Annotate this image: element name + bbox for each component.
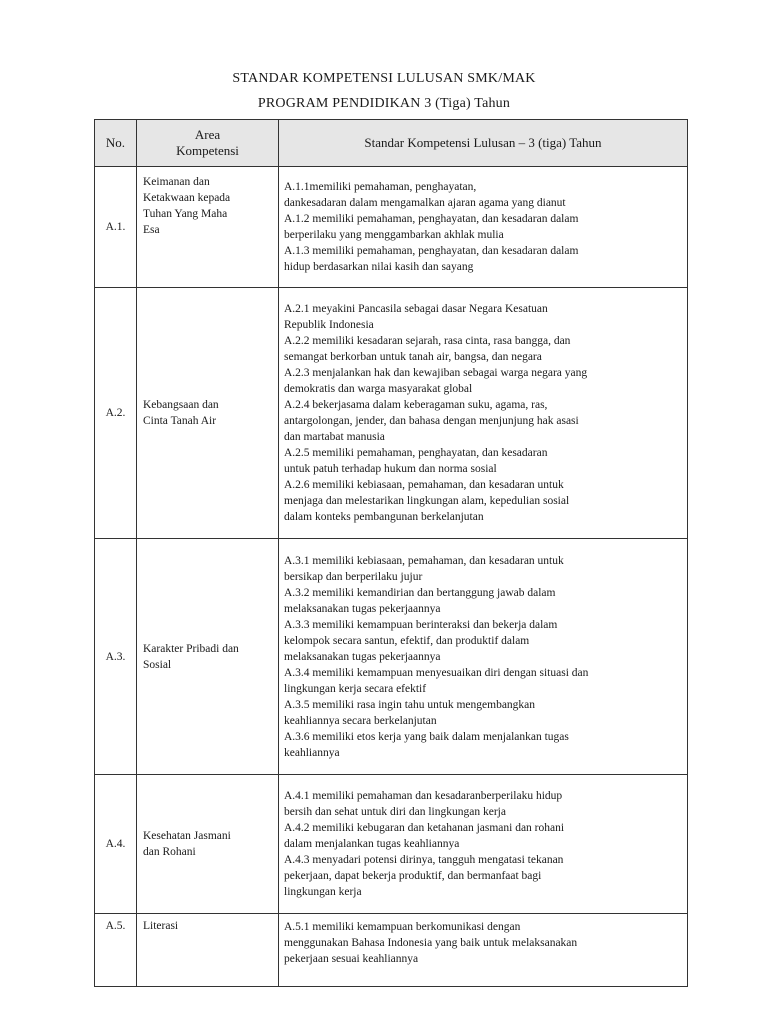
standard-line: bersikap dan berperilaku jujur bbox=[284, 570, 423, 583]
competency-standards bbox=[279, 914, 688, 987]
competency-area-line: Tuhan Yang Maha bbox=[143, 208, 228, 220]
table-row bbox=[95, 167, 688, 288]
standard-line: A.5.1 memiliki kemampuan berkomunikasi dengan bbox=[284, 921, 521, 933]
row-number: A.2. bbox=[95, 288, 137, 539]
row-number: A.3. bbox=[95, 539, 137, 775]
standard-line: dan martabat manusia bbox=[284, 431, 385, 443]
competency-area-line: Karakter Pribadi dan bbox=[143, 642, 239, 655]
competency-standards bbox=[279, 539, 688, 775]
document-title: STANDAR KOMPETENSI LULUSAN SMK/MAK bbox=[232, 71, 536, 86]
row-number: A.1. bbox=[95, 167, 137, 288]
standard-line: dalam konteks pembangunan berkelanjutan bbox=[284, 511, 484, 523]
standard-line: menggunakan Bahasa Indonesia yang baik untuk melaksanakan bbox=[284, 937, 578, 949]
standard-line: pekerjaan, dapat bekerja produktif, dan bermanfaat bagi bbox=[284, 870, 542, 882]
competency-area-line: Kebangsaan dan bbox=[143, 399, 219, 411]
competency-standards bbox=[279, 288, 688, 539]
standard-line: lingkungan kerja secara efektif bbox=[284, 682, 427, 695]
standard-line: keahliannya secara berkelanjutan bbox=[284, 714, 437, 727]
standard-line: A.3.5 memiliki rasa ingin tahu untuk mengembangkan bbox=[284, 698, 536, 711]
table-header-row bbox=[95, 120, 688, 167]
standard-line: semangat berkorban untuk tanah air, bangsa, dan negara bbox=[284, 351, 542, 363]
competency-area-line: Literasi bbox=[143, 920, 179, 932]
standard-line: A.1.3 memiliki pemahaman, penghayatan, dan kesadaran dalam bbox=[284, 245, 579, 257]
standard-line: A.2.4 bekerjasama dalam keberagaman suku, agama, ras, bbox=[284, 399, 548, 411]
standard-line: A.3.1 memiliki kebiasaan, pemahaman, dan kesadaran untuk bbox=[284, 554, 564, 567]
competency-standards bbox=[279, 775, 688, 914]
competency-area bbox=[137, 167, 279, 288]
standard-line: keahliannya bbox=[284, 746, 340, 759]
standard-line: A.4.3 menyadari potensi dirinya, tangguh mengatasi tekanan bbox=[284, 854, 564, 866]
competency-area-line: dan Rohani bbox=[143, 846, 196, 858]
standard-line: lingkungan kerja bbox=[284, 886, 362, 898]
standard-line: Republik Indonesia bbox=[284, 319, 374, 331]
competency-area-line: Ketakwaan kepada bbox=[143, 192, 231, 204]
standard-line: dalam menjalankan tugas keahliannya bbox=[284, 838, 460, 850]
header-no: No. bbox=[95, 120, 137, 167]
row-number: A.5. bbox=[95, 914, 137, 987]
standard-line: menjaga dan melestarikan lingkungan alam, kepedulian sosial bbox=[284, 495, 570, 507]
standard-line: A.4.1 memiliki pemahaman dan kesadaranberperilaku hidup bbox=[284, 790, 563, 802]
standard-line: A.1.2 memiliki pemahaman, penghayatan, dan kesadaran dalam bbox=[284, 213, 579, 225]
standard-line: A.3.3 memiliki kemampuan berinteraksi dan bekerja dalam bbox=[284, 618, 558, 631]
table-row bbox=[95, 288, 688, 539]
table-row bbox=[95, 775, 688, 914]
header-area-line2: Kompetensi bbox=[176, 143, 239, 158]
table-row bbox=[95, 539, 688, 775]
header-standard: Standar Kompetensi Lulusan – 3 (tiga) Tahun bbox=[279, 120, 688, 167]
competency-area bbox=[137, 288, 279, 539]
competency-area bbox=[137, 539, 279, 775]
standard-line: melaksanakan tugas pekerjaannya bbox=[284, 650, 441, 663]
header-area bbox=[137, 120, 279, 167]
standard-line: hidup berdasarkan nilai kasih dan sayang bbox=[284, 261, 474, 273]
standard-line: demokratis dan warga masyarakat global bbox=[284, 383, 473, 395]
competency-area-line: Esa bbox=[143, 224, 160, 236]
competency-area bbox=[137, 775, 279, 914]
standard-line: pekerjaan sesuai keahliannya bbox=[284, 953, 419, 965]
competency-area bbox=[137, 914, 279, 987]
standard-line: A.4.2 memiliki kebugaran dan ketahanan jasmani dan rohani bbox=[284, 822, 565, 834]
standard-line: berperilaku yang menggambarkan akhlak mulia bbox=[284, 229, 504, 241]
standard-line: A.2.6 memiliki kebiasaan, pemahaman, dan kesadaran untuk bbox=[284, 479, 564, 491]
competency-area-line: Sosial bbox=[143, 658, 172, 671]
document-subtitle: PROGRAM PENDIDIKAN 3 (Tiga) Tahun bbox=[257, 96, 511, 111]
standard-line: A.2.1 meyakini Pancasila sebagai dasar Negara Kesatuan bbox=[284, 303, 548, 315]
standard-line: dankesadaran dalam mengamalkan ajaran agama yang dianut bbox=[284, 197, 566, 209]
standard-line: A.3.4 memiliki kemampuan menyesuaikan diri dengan situasi dan bbox=[284, 666, 589, 679]
standard-line: untuk patuh terhadap hukum dan norma sosial bbox=[284, 463, 497, 475]
row-number: A.4. bbox=[95, 775, 137, 914]
standard-line: A.2.5 memiliki pemahaman, penghayatan, dan kesadaran bbox=[284, 447, 548, 459]
standard-line: kelompok secara santun, efektif, dan produktif dalam bbox=[284, 634, 530, 647]
competency-standards bbox=[279, 167, 688, 288]
standard-line: A.2.2 memiliki kesadaran sejarah, rasa cinta, rasa bangga, dan bbox=[284, 335, 571, 347]
table-row bbox=[95, 914, 688, 987]
competency-area-line: Keimanan dan bbox=[143, 176, 210, 188]
standard-line: A.2.3 menjalankan hak dan kewajiban sebagai warga negara yang bbox=[284, 367, 588, 379]
standard-line: A.3.6 memiliki etos kerja yang baik dalam menjalankan tugas bbox=[284, 730, 569, 743]
standard-line: A.1.1memiliki pemahaman, penghayatan, bbox=[284, 181, 477, 193]
header-area-line1: Area bbox=[194, 127, 221, 142]
competency-area-line: Kesehatan Jasmani bbox=[143, 830, 231, 842]
competency-area-line: Cinta Tanah Air bbox=[143, 415, 217, 427]
standard-line: melaksanakan tugas pekerjaannya bbox=[284, 602, 441, 615]
standard-line: antargolongan, jender, dan bahasa dengan menjunjung hak asasi bbox=[284, 415, 579, 427]
standard-line: A.3.2 memiliki kemandirian dan bertanggung jawab dalam bbox=[284, 586, 556, 599]
standard-line: bersih dan sehat untuk diri dan lingkungan kerja bbox=[284, 806, 506, 818]
competency-table bbox=[94, 119, 688, 987]
